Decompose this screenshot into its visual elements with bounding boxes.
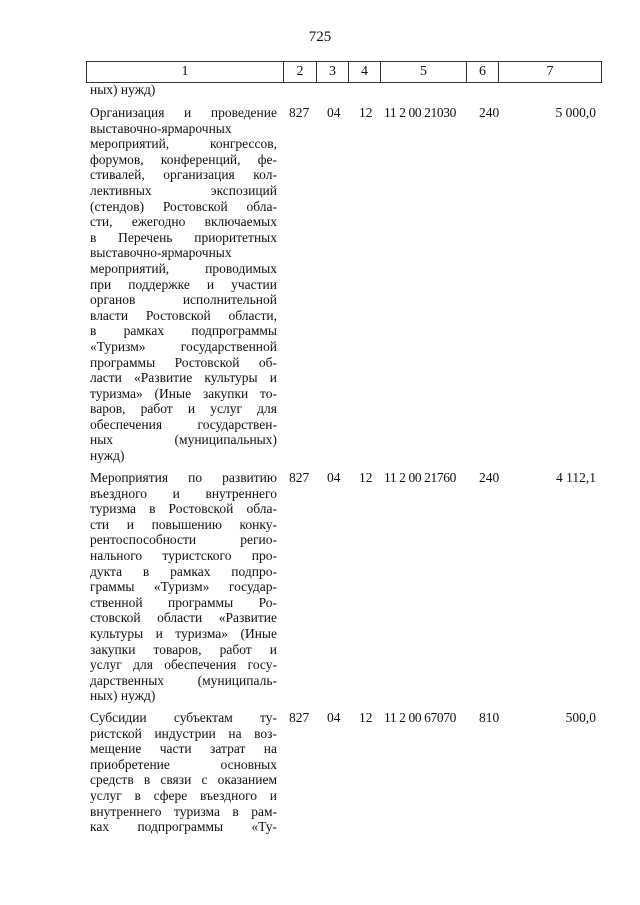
description-line: стовской области «Развитие — [90, 610, 277, 626]
description-line: средств в связи с оказанием — [90, 772, 277, 788]
description-line: варов, работ и услуг для — [90, 401, 277, 417]
description-line: граммы «Туризм» государ- — [90, 579, 277, 595]
description-line: туризма в Ростовской обла- — [90, 501, 277, 517]
column-header-4: 4 — [349, 62, 381, 83]
target-article-code: 11 2 00 21760 — [384, 470, 456, 485]
section-code: 04 — [327, 105, 341, 120]
description-line: закупки товаров, работ и — [90, 641, 277, 657]
row-description — [90, 470, 277, 704]
ministry-code: 827 — [289, 470, 310, 485]
description-line: ных (муниципальных) — [90, 432, 277, 448]
continuation-text: ных) нужд) — [90, 82, 156, 97]
description-line: культуры и туризма» (Иные — [90, 625, 277, 641]
description-line: программы Ростовской об- — [90, 354, 277, 370]
description-line: дукта в рамках подпро- — [90, 563, 277, 579]
description-line: внутреннего туризма в рам- — [90, 803, 277, 819]
description-line: в рамках подпрограммы — [90, 323, 277, 339]
subsection-code: 12 — [359, 710, 373, 725]
description-line: нужд) — [90, 448, 125, 464]
ministry-code: 827 — [289, 105, 310, 120]
description-line: услуг в сфере въездного и — [90, 787, 277, 803]
amount: 500,0 — [565, 710, 596, 725]
description-line: Субсидии субъектам ту- — [90, 710, 277, 725]
row-description — [90, 105, 277, 464]
description-line: сти, ежегодно включаемых — [90, 214, 277, 230]
column-header-5: 5 — [381, 62, 467, 83]
description-line: сти и повышению конку- — [90, 516, 277, 532]
column-header-1: 1 — [87, 62, 284, 83]
description-line: ристской индустрии на воз- — [90, 725, 277, 741]
description-line: ках подпрограммы «Ту- — [90, 819, 277, 835]
description-line: рентоспособности регио- — [90, 532, 277, 548]
description-line: власти Ростовской области, — [90, 307, 277, 323]
description-line: приобретение основных — [90, 756, 277, 772]
amount: 5 000,0 — [555, 105, 596, 120]
description-line: при поддержке и участии — [90, 276, 277, 292]
description-line: (стендов) Ростовской обла- — [90, 198, 277, 214]
row-description — [90, 710, 277, 835]
expense-type-code: 810 — [479, 710, 500, 725]
description-line: мероприятий, конгрессов, — [90, 136, 277, 152]
column-header-7: 7 — [499, 62, 602, 83]
description-line: ласти «Развитие культуры и — [90, 370, 277, 386]
description-line: ственной программы Ро- — [90, 594, 277, 610]
column-header-table — [86, 61, 602, 83]
description-line: форумов, конференций, фе- — [90, 151, 277, 167]
section-code: 04 — [327, 470, 341, 485]
description-line: нального туристского про- — [90, 547, 277, 563]
description-line: выставочно-ярмарочных — [90, 120, 232, 136]
description-line: мещение части затрат на — [90, 741, 277, 757]
column-header-row — [87, 62, 602, 83]
description-line: выставочно-ярмарочных — [90, 245, 232, 261]
description-line: в Перечень приоритетных — [90, 229, 277, 245]
target-article-code: 11 2 00 67070 — [384, 710, 456, 725]
description-line: «Туризм» государственной — [90, 338, 277, 354]
description-line: обеспечения государствен- — [90, 416, 277, 432]
target-article-code: 11 2 00 21030 — [384, 105, 456, 120]
description-line: мероприятий, проводимых — [90, 260, 277, 276]
expense-type-code: 240 — [479, 470, 500, 485]
description-line: органов исполнительной — [90, 292, 277, 308]
description-line: услуг для обеспечения госу- — [90, 657, 277, 673]
expense-type-code: 240 — [479, 105, 500, 120]
description-line: Мероприятия по развитию — [90, 470, 277, 485]
description-line: ных) нужд) — [90, 688, 156, 704]
section-code: 04 — [327, 710, 341, 725]
subsection-code: 12 — [359, 470, 373, 485]
description-line: туризма» (Иные закупки то- — [90, 385, 277, 401]
page-number: 725 — [308, 29, 332, 45]
ministry-code: 827 — [289, 710, 310, 725]
column-header-3: 3 — [317, 62, 349, 83]
column-header-6: 6 — [467, 62, 499, 83]
description-line: стивалей, организация кол- — [90, 167, 277, 183]
description-line: лективных экспозиций — [90, 182, 277, 198]
description-line: въездного и внутреннего — [90, 485, 277, 501]
amount: 4 112,1 — [556, 470, 596, 485]
column-header-2: 2 — [284, 62, 317, 83]
description-line: Организация и проведение — [90, 105, 277, 120]
subsection-code: 12 — [359, 105, 373, 120]
description-line: дарственных (муниципаль- — [90, 672, 277, 688]
